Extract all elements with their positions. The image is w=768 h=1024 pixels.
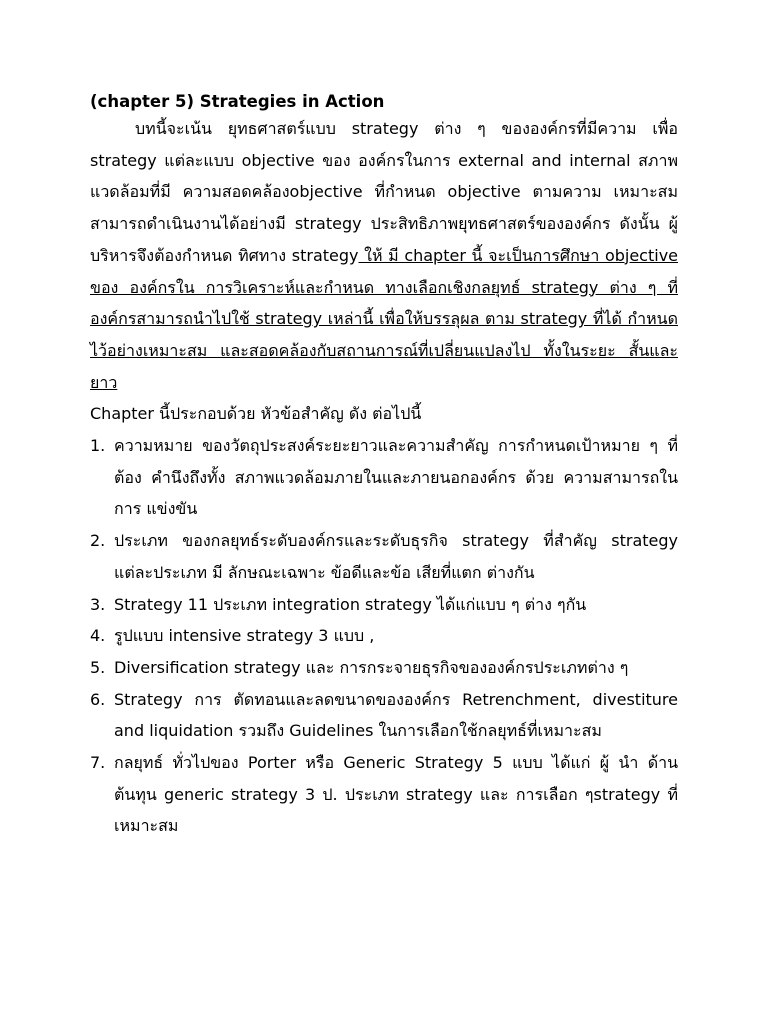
topic-list <box>90 430 678 842</box>
list-item-text: ความหมาย ของวัตถุประสงค์ระยะยาวและความสำคัญ การกำหนดเป้าหมาย ๆ ที่ ต้อง คำนึงถึงทั้ง สภาพแวดล้อมภายในและภายนอกองค์กร ด้วย ความสามารถในการ แข่งขัน <box>114 436 678 519</box>
list-item-text: กลยุทธ์ ทั่วไปของ Porter หรือ Generic Strategy 5 แบบ ได้แก่ ผู้ นำ ด้าน ต้นทุน generic strategy 3 ป. ประเภท strategy และ การเลือก ๆstrategy ที่เหมาะสม <box>114 753 678 836</box>
list-item-text: ประเภท ของกลยุทธ์ระดับองค์กรและระดับธุรกิจ strategy ที่สำคัญ strategy แต่ละประเภท มี ลักษณะเฉพาะ ข้อดีและข้อ เสียที่แตก ต่างกัน <box>114 531 678 582</box>
list-item-text: Strategy 11 ประเภท integration strategy ได้แก่แบบ ๆ ต่าง ๆกัน <box>114 594 587 614</box>
list-item <box>90 589 678 621</box>
list-item-text: รูปแบบ intensive strategy 3 แบบ , <box>114 626 375 646</box>
doc-title: (chapter 5) Strategies in Action <box>90 92 385 111</box>
list-item <box>90 652 678 684</box>
list-item <box>90 525 678 588</box>
list-number: 3. <box>90 594 106 614</box>
list-item <box>90 747 678 842</box>
list-number: 5. <box>90 657 106 677</box>
list-item-text: Diversification strategy และ การกระจายธุรกิจขององค์กรประเภทต่าง ๆ <box>114 657 629 677</box>
list-item-text: Strategy การ ตัดทอนและลดขนาดขององค์กร Retrenchment, divestiture and liquidation รวมถึง Guidelines ในการเลือกใช้กลยุทธ์ที่เหมาะสม <box>114 689 678 741</box>
intro-underlined: ให้ มี chapter นี้ จะเป็นการศึกษา objective ของ องค์กรใน การวิเคราะห์และกำหนด ทางเลือกเชิงกลยุทธ์ strategy ต่าง ๆ ที่องค์กรสามารถนำไปใช้ strategy เหล่านี้ เพื่อให้บรรลุผล ตาม strategy ที่ได้ กำหนดไว้อย่างเหมาะสม และสอดคล้องกับสถานการณ์ที่เปลี่ยนแปลงไป ทั้งในระยะ สั้นและ ยาว <box>90 245 678 392</box>
list-number: 1. <box>90 436 106 456</box>
list-item <box>90 430 678 525</box>
intro-plain: บทนี้จะเน้น ยุทธศาสตร์แบบ strategy ต่าง ๆ ขององค์กรที่มีความ เพื่อ strategy แต่ละแบบ objective ของ องค์กรในการ external and internal สภาพแวดล้อมที่มี ความสอดคล้องobjective ที่กำหนด objective ตามความ เหมาะสมสามารถดำเนินงานได้อย่างมี strategy ประสิทธิภาพยุทธศาสตร์ขององค์กร ดังนั้น ผู้บริหารจึงต้องกำหนด ทิศทาง strategy <box>90 119 678 265</box>
list-number: 6. <box>90 689 106 709</box>
list-item <box>90 620 678 652</box>
list-number: 7. <box>90 753 106 773</box>
list-item <box>90 684 678 747</box>
list-lead: Chapter นี้ประกอบด้วย หัวข้อสำคัญ ดัง ต่อไปนี้ <box>90 404 422 424</box>
list-number: 4. <box>90 626 106 646</box>
list-number: 2. <box>90 531 106 551</box>
intro-paragraph <box>90 113 678 398</box>
